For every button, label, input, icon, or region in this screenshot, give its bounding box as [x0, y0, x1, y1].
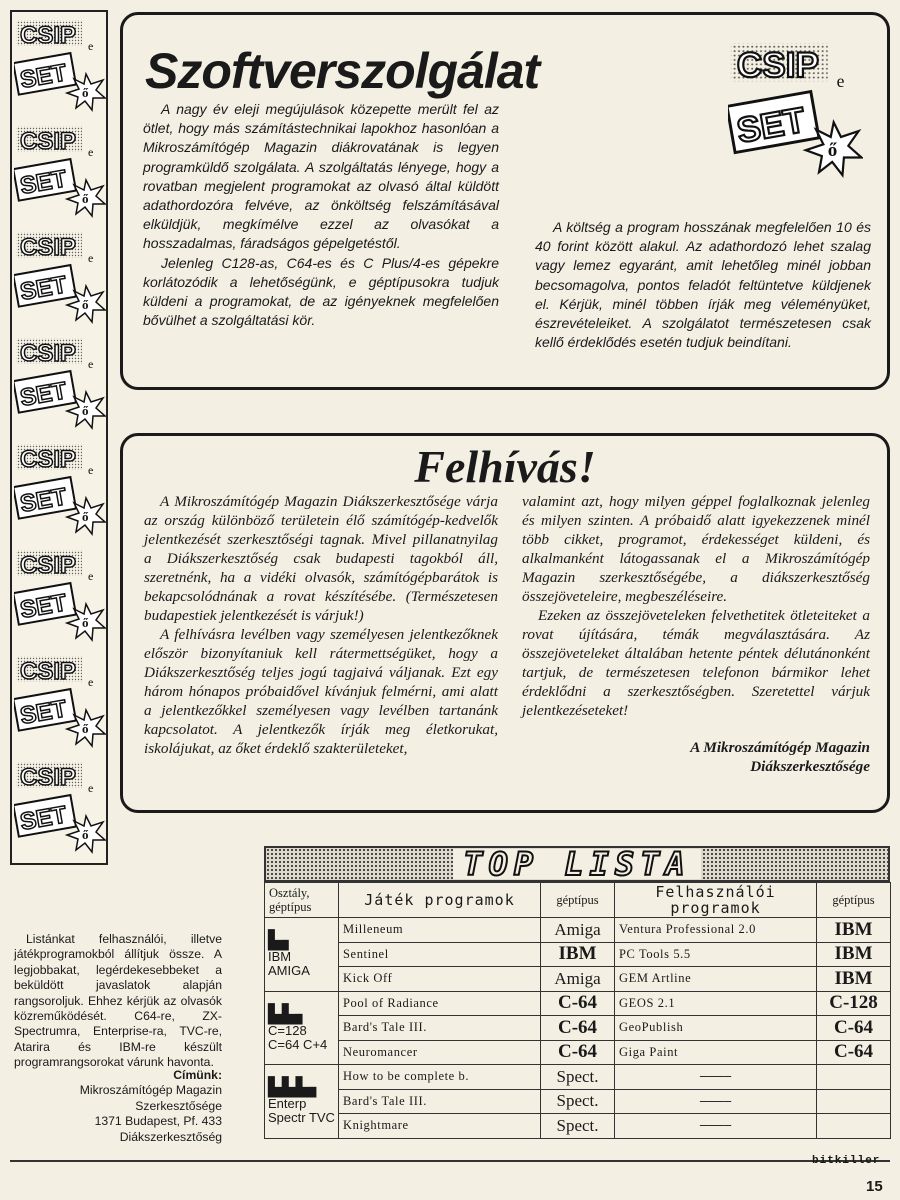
table-row — [265, 1016, 891, 1041]
game-title-cell: Milleneum — [339, 918, 541, 943]
csipset-logo — [14, 548, 106, 648]
svg-text:CSIP: CSIP — [20, 764, 77, 791]
csipset-logo-icon — [14, 760, 106, 860]
app-title-cell: PC Tools 5.5 — [615, 942, 817, 967]
table-row — [265, 918, 891, 943]
svg-text:CSIP: CSIP — [20, 446, 77, 473]
csipset-logo-icon — [14, 548, 106, 648]
game-platform-cell: Amiga — [541, 967, 615, 992]
app-platform-cell: IBM — [817, 918, 891, 943]
csipset-logo — [14, 654, 106, 754]
game-platform-cell: C-64 — [541, 1016, 615, 1041]
table-row — [265, 1040, 891, 1065]
csipset-logo-icon — [14, 230, 106, 330]
paragraph: A felhívásra levélben vagy személyesen jelentkezőknek először bizonyítaniuk kell rátermettségüket, hogy a Diákszerkesztőség teljes jogú tagjaivá váljanak. Ezt egy három hónapos próbaidővel kívánjuk felmérni, ami alatt a jelentkezőkkel személyesen vagy levélben tartanánk kapcsolatot. A jelentkezők írják meg életkorukat, iskolájukat, az őket érdeklő szakterületeket, — [144, 626, 498, 757]
address-line: Szerkesztősége — [135, 1098, 222, 1113]
game-title-cell: How to be complete b. — [339, 1065, 541, 1090]
svg-text:ő: ő — [82, 297, 89, 312]
paragraph: Ezeken az összejöveteleken felvethetitek ötleteiteket a rovat újítására, témák megválasztására. Az összejöveteleket általában hetente péntek délutánonként tartjuk, de természetesen telefonon bármikor lehet érdeklődni a szerkesztőségben. Szeretettel várjuk jelentkezéseteket! — [522, 607, 870, 719]
csipset-logo-large — [728, 40, 863, 190]
platform-group-cell — [265, 991, 339, 1065]
svg-text:e: e — [88, 675, 94, 689]
paragraph: A nagy év eleji megújulások közepette merült fel az ötlet, hogy más számítástechnikai lapokhoz hasonlóan a Mikroszámítógép Magazin diákrovatának is legyen programküldő szolgálata. A szolgáltatás lényege, hogy a rovatban megjelent programokat az olvasó által küldött adathordozóra felvéve, az önköltség felszámításával elküldjük, megkímélve ezzel az olvasókat a hosszadalmas, fáradságos gépelgetéstől. — [143, 101, 499, 252]
svg-text:ő: ő — [827, 140, 838, 162]
svg-text:ő: ő — [82, 191, 89, 206]
game-platform-cell: Spect. — [541, 1114, 615, 1139]
svg-text:e: e — [88, 251, 94, 265]
svg-text:e: e — [88, 39, 94, 53]
csipset-logo-icon — [14, 336, 106, 436]
svg-text:e: e — [88, 569, 94, 583]
game-platform-cell: IBM — [541, 942, 615, 967]
game-title-cell: Pool of Radiance — [339, 991, 541, 1016]
csipset-logo — [14, 336, 106, 436]
app-title-cell: GEM Artline — [615, 967, 817, 992]
toplist-table — [264, 882, 891, 1139]
app-platform-cell: IBM — [817, 967, 891, 992]
table-row — [265, 1114, 891, 1139]
divider — [10, 1160, 890, 1162]
table-row — [265, 967, 891, 992]
table-row — [265, 991, 891, 1016]
game-platform-cell: C-64 — [541, 1040, 615, 1065]
svg-text:ő: ő — [82, 721, 89, 736]
column-header-type: géptípus — [541, 883, 615, 918]
toplist-banner-text: TOP LISTA — [453, 849, 700, 879]
column-header-apps: Felhasználói programok — [615, 883, 817, 918]
address-block — [14, 1068, 222, 1145]
column-header-type: géptípus — [817, 883, 891, 918]
table-row — [265, 1089, 891, 1114]
article-column-right — [522, 492, 870, 776]
address-label: Címünk: — [173, 1068, 222, 1082]
table-row — [265, 1065, 891, 1090]
svg-text:ő: ő — [82, 403, 89, 418]
svg-text:e: e — [88, 357, 94, 371]
address-line: Mikroszámítógép Magazin — [79, 1083, 222, 1098]
toplist-intro — [14, 932, 222, 1071]
app-platform-cell: C-128 — [817, 991, 891, 1016]
svg-text:ő: ő — [82, 615, 89, 630]
app-platform-cell — [817, 1089, 891, 1114]
game-platform-cell: C-64 — [541, 991, 615, 1016]
game-platform-cell: Spect. — [541, 1089, 615, 1114]
csipset-logo-icon — [14, 18, 106, 118]
app-platform-cell: IBM — [817, 942, 891, 967]
game-title-cell: Knightmare — [339, 1114, 541, 1139]
svg-text:SET: SET — [18, 589, 69, 624]
column-header-class: Osztály, géptípus — [265, 883, 339, 918]
paragraph: A Mikroszámítógép Magazin Diákszerkesztősége várja az ország különböző területein élő számítógép-kedvelők jelentkezését szerkesztőségi tagnak. Mivel pillanatnyilag a Diákszerkesztőség csak budapesti tagokból áll, szeretnénk, ha a vidéki olvasók, számítógépbarátok is bekapcsolódnának a rovat készítésébe. (Természetesen budapestiek jelentkezését is várjuk!) — [144, 493, 498, 624]
svg-text:e: e — [836, 71, 845, 92]
game-title-cell: Sentinel — [339, 942, 541, 967]
app-title-cell: GeoPublish — [615, 1016, 817, 1041]
app-title-cell: ———— — [615, 1089, 817, 1114]
paragraph: Jelenleg C128-as, C64-es és C Plus/4-es gépekre korlátozódik a lehetőségünk, e géptípusokra tudjuk küldeni a programokat, de az igényeknek megfelelően bővülhet a szolgáltatási kör. — [143, 254, 499, 329]
paragraph: A költség a program hosszának megfelelően 10 és 40 forint között alakul. Az adathordozó lehet szalag vagy lemez egyaránt, amit lehetőleg minél jobban becsomagolva, pontos feladót feltüntetve küldjenek el. Kérjük, minél többen írják meg véleményüket, észrevételeiket. A szolgálatot természetesen csak kellő érdeklődés esetén tudjuk beindítani. — [535, 219, 871, 351]
platform-group-cell — [265, 918, 339, 992]
signature-line: Diákszerkesztősége — [750, 758, 870, 775]
article-title: Felhívás! — [414, 441, 596, 492]
computer-icon: ▙▙▙▖ — [268, 1077, 324, 1098]
svg-text:SET: SET — [18, 165, 69, 200]
csipset-logo-icon — [14, 654, 106, 754]
toplist — [264, 846, 890, 1139]
app-platform-cell: C-64 — [817, 1040, 891, 1065]
article-column-right — [535, 218, 871, 352]
game-title-cell: Bard's Tale III. — [339, 1016, 541, 1041]
svg-text:CSIP: CSIP — [736, 45, 819, 85]
paragraph: Listánkat felhasználói, illetve játékprogramokból állítjuk össze. A legjobbakat, legérdekesebbeket a beküldött javaslatok alapján rangsoroljuk. Ehhez kérjük az olvasók közreműködését. C64-re, ZX-Spectrumra, Enterprise-ra, TVC-re, Atarira és IBM-re készült programrangsorokat várunk havonta. — [14, 932, 222, 1070]
app-title-cell: GEOS 2.1 — [615, 991, 817, 1016]
svg-text:SET: SET — [18, 377, 69, 412]
toplist-banner — [264, 846, 890, 882]
computer-icon: ▙▙▖ — [268, 1003, 310, 1024]
svg-text:ő: ő — [82, 827, 89, 842]
svg-text:e: e — [88, 781, 94, 795]
csipset-logo — [14, 760, 106, 860]
svg-text:CSIP: CSIP — [20, 128, 77, 155]
svg-text:CSIP: CSIP — [20, 234, 77, 261]
app-title-cell: Giga Paint — [615, 1040, 817, 1065]
svg-text:SET: SET — [18, 695, 69, 730]
signature-line: A Mikroszámítógép Magazin — [690, 739, 870, 756]
platform-group-label: C=128 C=64 C+4 — [268, 1022, 328, 1052]
page-number: 15 — [866, 1178, 883, 1195]
address-line: 1371 Budapest, Pf. 433 — [94, 1114, 222, 1129]
svg-text:SET: SET — [18, 801, 69, 836]
article-title: Szoftverszolgálat — [145, 43, 540, 99]
address-line: Diákszerkesztőség — [119, 1129, 222, 1144]
article-column-left — [144, 492, 498, 758]
app-title-cell: Ventura Professional 2.0 — [615, 918, 817, 943]
platform-group-cell — [265, 1065, 339, 1139]
svg-text:CSIP: CSIP — [20, 340, 77, 367]
csipset-logo — [14, 230, 106, 330]
app-title-cell: ———— — [615, 1065, 817, 1090]
svg-text:CSIP: CSIP — [20, 658, 77, 685]
svg-text:ő: ő — [82, 509, 89, 524]
svg-text:e: e — [88, 145, 94, 159]
svg-text:e: e — [88, 463, 94, 477]
computer-icon: ▙▖ — [268, 930, 296, 951]
csipset-logo — [14, 124, 106, 224]
signature — [522, 738, 870, 776]
svg-text:SET: SET — [18, 271, 69, 306]
app-title-cell: ———— — [615, 1114, 817, 1139]
csipset-logo — [14, 18, 106, 118]
csipset-logo-icon — [14, 124, 106, 224]
logo-strip — [10, 10, 108, 865]
svg-text:SET: SET — [18, 59, 69, 94]
platform-group-label: Enterp Spectr TVC — [268, 1096, 335, 1126]
game-title-cell: Neuromancer — [339, 1040, 541, 1065]
svg-text:SET: SET — [18, 483, 69, 518]
svg-text:SET: SET — [733, 100, 809, 151]
table-header-row — [265, 883, 891, 918]
article-column-left — [143, 100, 499, 330]
svg-text:CSIP: CSIP — [20, 552, 77, 579]
game-title-cell: Kick Off — [339, 967, 541, 992]
game-title-cell: Bard's Tale III. — [339, 1089, 541, 1114]
paragraph: valamint azt, hogy milyen géppel foglalkoznak jelenleg és milyen szinten. A próbaidő alatt igyekezzenek minél több cikket, programot, érdekességet küldeni, és alkalmanként látogassanak el a Mikroszámítógép Magazin szerkesztőségébe, a diákszerkesztőség összejöveteleire, megbeszéléseire. — [522, 493, 870, 605]
game-platform-cell: Spect. — [541, 1065, 615, 1090]
svg-text:CSIP: CSIP — [20, 22, 77, 49]
csipset-logo-icon — [728, 40, 863, 187]
app-platform-cell — [817, 1114, 891, 1139]
app-platform-cell — [817, 1065, 891, 1090]
platform-group-label: IBM AMIGA — [268, 949, 310, 979]
game-platform-cell: Amiga — [541, 918, 615, 943]
app-platform-cell: C-64 — [817, 1016, 891, 1041]
column-header-games: Játék programok — [339, 883, 541, 918]
svg-text:ő: ő — [82, 85, 89, 100]
table-row — [265, 942, 891, 967]
credit: bitkiller — [812, 1155, 881, 1167]
